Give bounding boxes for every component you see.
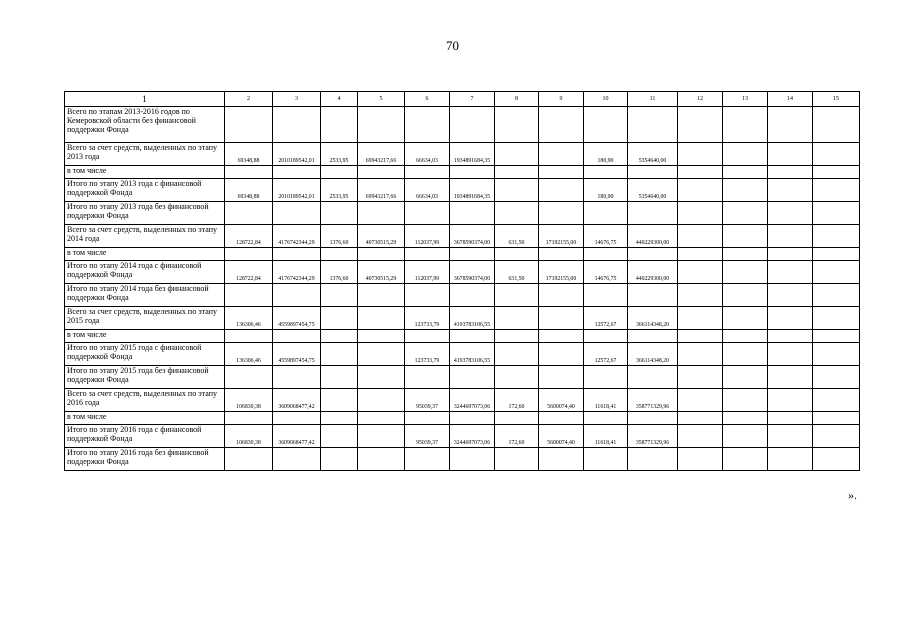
table-cell bbox=[723, 225, 768, 248]
row-label: Всего за счет средств, выделенных по этапу 2016 года bbox=[65, 389, 225, 412]
table-cell bbox=[813, 412, 860, 425]
table-cell bbox=[584, 248, 628, 261]
table-cell bbox=[539, 143, 584, 166]
table-row bbox=[65, 389, 860, 412]
table-cell: 95039,37 bbox=[405, 389, 450, 412]
column-header: 9 bbox=[539, 92, 584, 107]
table-cell bbox=[678, 343, 723, 366]
table-cell bbox=[358, 425, 405, 448]
table-cell bbox=[358, 166, 405, 179]
table-cell bbox=[628, 330, 678, 343]
table-cell bbox=[723, 389, 768, 412]
table-cell bbox=[495, 366, 539, 389]
table-cell bbox=[628, 366, 678, 389]
table-cell: 180,90 bbox=[584, 143, 628, 166]
table-cell bbox=[678, 248, 723, 261]
table-cell bbox=[584, 330, 628, 343]
table-cell bbox=[321, 448, 358, 471]
table-cell: 440229300,00 bbox=[628, 261, 678, 284]
table-cell bbox=[678, 107, 723, 143]
table-cell bbox=[358, 448, 405, 471]
table-cell bbox=[584, 202, 628, 225]
table-cell bbox=[358, 389, 405, 412]
table-cell: 4193783106,55 bbox=[450, 307, 495, 330]
table-cell bbox=[450, 202, 495, 225]
table-cell bbox=[723, 166, 768, 179]
table-cell: 180,90 bbox=[584, 179, 628, 202]
table-cell: 128722,84 bbox=[225, 261, 273, 284]
table-cell bbox=[358, 202, 405, 225]
row-label: Всего за счет средств, выделенных по этапу 2013 года bbox=[65, 143, 225, 166]
table-cell bbox=[678, 330, 723, 343]
table-cell bbox=[450, 166, 495, 179]
table-cell bbox=[225, 412, 273, 425]
table-cell bbox=[450, 284, 495, 307]
table-cell: 136306,46 bbox=[225, 307, 273, 330]
table-cell bbox=[723, 179, 768, 202]
table-cell bbox=[273, 248, 321, 261]
table-cell bbox=[584, 107, 628, 143]
column-header: 13 bbox=[723, 92, 768, 107]
table-cell bbox=[273, 202, 321, 225]
table-cell bbox=[225, 107, 273, 143]
table-cell: 69943217,66 bbox=[358, 143, 405, 166]
table-cell bbox=[539, 248, 584, 261]
table-cell bbox=[813, 107, 860, 143]
row-label: Итого по этапу 2013 года с финансовой поддержкой Фонда bbox=[65, 179, 225, 202]
table-cell bbox=[225, 202, 273, 225]
table-cell bbox=[813, 343, 860, 366]
table-cell: 4176742344,29 bbox=[273, 261, 321, 284]
table-cell bbox=[768, 225, 813, 248]
table-cell bbox=[495, 107, 539, 143]
table-row bbox=[65, 225, 860, 248]
table-cell: 136306,46 bbox=[225, 343, 273, 366]
table-cell bbox=[584, 366, 628, 389]
table-cell bbox=[813, 307, 860, 330]
table-cell bbox=[723, 366, 768, 389]
table-cell bbox=[813, 389, 860, 412]
table-cell bbox=[768, 425, 813, 448]
table-cell bbox=[813, 448, 860, 471]
table-cell bbox=[678, 366, 723, 389]
table-cell: 123733,79 bbox=[405, 307, 450, 330]
table-cell bbox=[405, 166, 450, 179]
table-cell bbox=[678, 389, 723, 412]
table-cell: 69348,88 bbox=[225, 179, 273, 202]
table-cell bbox=[813, 425, 860, 448]
table-cell bbox=[495, 412, 539, 425]
table-cell bbox=[358, 107, 405, 143]
table-cell bbox=[723, 261, 768, 284]
table-cell bbox=[584, 448, 628, 471]
row-label: Всего по этапам 2013-2016 годов по Кемеровской области без финансовой поддержки Фонда bbox=[65, 107, 225, 143]
table-cell bbox=[678, 143, 723, 166]
table-row bbox=[65, 366, 860, 389]
table-cell bbox=[678, 284, 723, 307]
table-cell bbox=[628, 202, 678, 225]
table-row bbox=[65, 412, 860, 425]
table-cell bbox=[273, 284, 321, 307]
table-cell bbox=[813, 284, 860, 307]
table-cell bbox=[495, 284, 539, 307]
table-cell bbox=[723, 330, 768, 343]
table-cell: 14676,75 bbox=[584, 225, 628, 248]
table-row bbox=[65, 107, 860, 143]
table-cell: 95039,37 bbox=[405, 425, 450, 448]
column-header: 10 bbox=[584, 92, 628, 107]
closing-quote: ». bbox=[848, 488, 857, 502]
row-label: Итого по этапу 2013 года без финансовой поддержки Фонда bbox=[65, 202, 225, 225]
table-cell bbox=[723, 412, 768, 425]
table-cell: 5600074,40 bbox=[539, 389, 584, 412]
table-cell bbox=[768, 166, 813, 179]
table-cell bbox=[321, 389, 358, 412]
table-cell: 112037,99 bbox=[405, 225, 450, 248]
table-cell bbox=[321, 307, 358, 330]
table-cell bbox=[225, 284, 273, 307]
table-cell bbox=[539, 166, 584, 179]
table-cell bbox=[628, 248, 678, 261]
column-header: 6 bbox=[405, 92, 450, 107]
table-cell bbox=[495, 307, 539, 330]
table-cell bbox=[405, 330, 450, 343]
table-row bbox=[65, 166, 860, 179]
table-cell bbox=[723, 448, 768, 471]
table-cell bbox=[321, 107, 358, 143]
table-cell: 3678590374,00 bbox=[450, 261, 495, 284]
table-cell bbox=[539, 366, 584, 389]
table-cell bbox=[768, 284, 813, 307]
table-row bbox=[65, 448, 860, 471]
table-cell bbox=[678, 202, 723, 225]
table-cell bbox=[450, 107, 495, 143]
table-row bbox=[65, 179, 860, 202]
table-cell: 5354640,00 bbox=[628, 143, 678, 166]
table-cell bbox=[273, 366, 321, 389]
column-header: 2 bbox=[225, 92, 273, 107]
table-cell bbox=[813, 179, 860, 202]
table-cell bbox=[628, 448, 678, 471]
table-cell: 69943217,66 bbox=[358, 179, 405, 202]
table-cell bbox=[678, 225, 723, 248]
table-cell bbox=[539, 307, 584, 330]
column-header: 7 bbox=[450, 92, 495, 107]
table-cell bbox=[225, 248, 273, 261]
table-cell bbox=[405, 248, 450, 261]
table-cell bbox=[405, 412, 450, 425]
table-cell bbox=[495, 448, 539, 471]
column-header: 14 bbox=[768, 92, 813, 107]
table-row bbox=[65, 248, 860, 261]
table-cell: 106830,38 bbox=[225, 389, 273, 412]
table-cell: 631,50 bbox=[495, 225, 539, 248]
table-cell bbox=[768, 307, 813, 330]
table-cell: 4193783106,55 bbox=[450, 343, 495, 366]
table-cell bbox=[723, 202, 768, 225]
table-row bbox=[65, 202, 860, 225]
table-cell bbox=[539, 448, 584, 471]
table-cell bbox=[678, 448, 723, 471]
table-cell bbox=[273, 166, 321, 179]
table-cell: 5354640,00 bbox=[628, 179, 678, 202]
table-cell: 4559897454,75 bbox=[273, 307, 321, 330]
table-cell: 3609068477,42 bbox=[273, 425, 321, 448]
table-cell: 40730515,29 bbox=[358, 261, 405, 284]
table-cell: 123733,79 bbox=[405, 343, 450, 366]
table-cell bbox=[539, 412, 584, 425]
column-header: 15 bbox=[813, 92, 860, 107]
page-number: 70 bbox=[446, 38, 459, 53]
column-header: 12 bbox=[678, 92, 723, 107]
column-header: 8 bbox=[495, 92, 539, 107]
table-cell: 366114348,20 bbox=[628, 307, 678, 330]
table-cell bbox=[584, 412, 628, 425]
table-cell bbox=[225, 448, 273, 471]
table-cell: 5600074,40 bbox=[539, 425, 584, 448]
table-cell bbox=[405, 366, 450, 389]
table-cell bbox=[495, 179, 539, 202]
table-cell bbox=[584, 166, 628, 179]
table-cell: 2533,95 bbox=[321, 143, 358, 166]
table-row bbox=[65, 284, 860, 307]
table-cell: 69348,88 bbox=[225, 143, 273, 166]
table-cell bbox=[405, 284, 450, 307]
table-cell bbox=[628, 412, 678, 425]
table-cell bbox=[768, 366, 813, 389]
table-cell bbox=[405, 448, 450, 471]
table-cell bbox=[813, 225, 860, 248]
table-cell bbox=[539, 107, 584, 143]
table-row bbox=[65, 343, 860, 366]
table-cell: 1934891684,35 bbox=[450, 143, 495, 166]
table-cell bbox=[813, 261, 860, 284]
table-cell bbox=[358, 307, 405, 330]
table-cell: 440229300,00 bbox=[628, 225, 678, 248]
table-cell bbox=[678, 179, 723, 202]
table-cell bbox=[358, 343, 405, 366]
table-cell bbox=[539, 202, 584, 225]
table-cell bbox=[723, 425, 768, 448]
table-cell bbox=[768, 261, 813, 284]
table-cell bbox=[768, 202, 813, 225]
table-cell bbox=[768, 343, 813, 366]
row-label: в том числе bbox=[65, 330, 225, 343]
table-cell bbox=[723, 307, 768, 330]
table-cell bbox=[450, 366, 495, 389]
table-cell: 11618,41 bbox=[584, 389, 628, 412]
table-cell bbox=[768, 248, 813, 261]
table-cell: 106830,38 bbox=[225, 425, 273, 448]
table-cell bbox=[495, 248, 539, 261]
table-cell bbox=[405, 107, 450, 143]
table-cell bbox=[768, 389, 813, 412]
table-cell bbox=[273, 107, 321, 143]
table-cell: 358771329,96 bbox=[628, 425, 678, 448]
table-cell bbox=[450, 412, 495, 425]
table-cell: 1376,60 bbox=[321, 261, 358, 284]
table-cell bbox=[495, 343, 539, 366]
column-header: 5 bbox=[358, 92, 405, 107]
table-cell: 14676,75 bbox=[584, 261, 628, 284]
table-cell: 2533,95 bbox=[321, 179, 358, 202]
table-row bbox=[65, 307, 860, 330]
table-cell bbox=[358, 366, 405, 389]
table-cell: 3678590374,00 bbox=[450, 225, 495, 248]
data-table bbox=[64, 91, 860, 471]
table-cell bbox=[358, 330, 405, 343]
table-cell bbox=[495, 330, 539, 343]
table-cell bbox=[768, 179, 813, 202]
table-cell bbox=[321, 425, 358, 448]
table-cell bbox=[321, 166, 358, 179]
table-cell bbox=[723, 107, 768, 143]
table-cell bbox=[813, 248, 860, 261]
table-cell bbox=[813, 366, 860, 389]
table-cell bbox=[768, 448, 813, 471]
table-cell bbox=[321, 202, 358, 225]
table-cell: 4176742344,29 bbox=[273, 225, 321, 248]
row-label: Итого по этапу 2015 года с финансовой поддержкой Фонда bbox=[65, 343, 225, 366]
table-cell: 40730515,29 bbox=[358, 225, 405, 248]
table-cell: 66634,03 bbox=[405, 179, 450, 202]
table-cell bbox=[405, 202, 450, 225]
table-cell bbox=[723, 143, 768, 166]
table-cell bbox=[723, 343, 768, 366]
row-label: Всего за счет средств, выделенных по этапу 2014 года bbox=[65, 225, 225, 248]
table-cell bbox=[450, 448, 495, 471]
table-cell bbox=[225, 366, 273, 389]
table-cell bbox=[321, 366, 358, 389]
table-cell bbox=[539, 179, 584, 202]
table-cell: 2010189542,01 bbox=[273, 143, 321, 166]
table-cell: 4559897454,75 bbox=[273, 343, 321, 366]
table-cell bbox=[584, 284, 628, 307]
table-cell bbox=[678, 307, 723, 330]
table-cell bbox=[678, 412, 723, 425]
table-cell: 172,60 bbox=[495, 425, 539, 448]
table-cell: 17192155,00 bbox=[539, 225, 584, 248]
table-cell: 1376,60 bbox=[321, 225, 358, 248]
table-cell: 172,60 bbox=[495, 389, 539, 412]
table-header-row bbox=[65, 92, 860, 107]
table-cell bbox=[628, 107, 678, 143]
table-row bbox=[65, 330, 860, 343]
table-cell: 12572,67 bbox=[584, 307, 628, 330]
table-cell bbox=[321, 330, 358, 343]
table-cell bbox=[813, 143, 860, 166]
row-label: в том числе bbox=[65, 166, 225, 179]
table-cell: 1934891684,35 bbox=[450, 179, 495, 202]
table-cell: 11618,41 bbox=[584, 425, 628, 448]
table-cell bbox=[539, 330, 584, 343]
table-cell: 128722,84 bbox=[225, 225, 273, 248]
table-cell bbox=[628, 284, 678, 307]
row-label: в том числе bbox=[65, 248, 225, 261]
table-cell bbox=[768, 107, 813, 143]
column-header: 3 bbox=[273, 92, 321, 107]
table-cell: 3244697073,06 bbox=[450, 425, 495, 448]
row-label: Итого по этапу 2015 года без финансовой поддержки Фонда bbox=[65, 366, 225, 389]
table-cell bbox=[678, 261, 723, 284]
row-label: в том числе bbox=[65, 412, 225, 425]
table-cell bbox=[495, 166, 539, 179]
table-cell: 112037,99 bbox=[405, 261, 450, 284]
table-cell bbox=[539, 284, 584, 307]
column-header: 1 bbox=[65, 92, 225, 107]
table-cell: 3609068477,42 bbox=[273, 389, 321, 412]
table-cell bbox=[321, 248, 358, 261]
table-cell bbox=[628, 166, 678, 179]
table-cell bbox=[813, 330, 860, 343]
row-label: Всего за счет средств, выделенных по этапу 2015 года bbox=[65, 307, 225, 330]
table-cell bbox=[768, 330, 813, 343]
table-cell: 631,50 bbox=[495, 261, 539, 284]
table-cell bbox=[225, 330, 273, 343]
table-cell bbox=[723, 284, 768, 307]
table-cell: 3244697073,06 bbox=[450, 389, 495, 412]
table-cell: 12572,67 bbox=[584, 343, 628, 366]
row-label: Итого по этапу 2016 года с финансовой поддержкой Фонда bbox=[65, 425, 225, 448]
table-cell bbox=[813, 202, 860, 225]
table-cell bbox=[225, 166, 273, 179]
table-cell bbox=[813, 166, 860, 179]
table-cell bbox=[358, 284, 405, 307]
table-cell bbox=[495, 202, 539, 225]
table-cell bbox=[321, 343, 358, 366]
table-cell: 17192155,00 bbox=[539, 261, 584, 284]
table-cell bbox=[768, 143, 813, 166]
table-row bbox=[65, 143, 860, 166]
table-cell bbox=[678, 425, 723, 448]
table-cell bbox=[450, 248, 495, 261]
table-cell: 366114348,20 bbox=[628, 343, 678, 366]
table-cell bbox=[321, 412, 358, 425]
table-cell bbox=[495, 143, 539, 166]
table-cell: 66634,03 bbox=[405, 143, 450, 166]
table-cell bbox=[723, 248, 768, 261]
column-header: 4 bbox=[321, 92, 358, 107]
column-header: 11 bbox=[628, 92, 678, 107]
table-cell bbox=[358, 248, 405, 261]
table-row bbox=[65, 425, 860, 448]
table-cell bbox=[539, 343, 584, 366]
table-cell bbox=[678, 166, 723, 179]
row-label: Итого по этапу 2016 года без финансовой поддержки Фонда bbox=[65, 448, 225, 471]
row-label: Итого по этапу 2014 года без финансовой поддержки Фонда bbox=[65, 284, 225, 307]
table-cell bbox=[273, 412, 321, 425]
table-cell: 358771329,96 bbox=[628, 389, 678, 412]
table-cell bbox=[273, 448, 321, 471]
table-cell bbox=[321, 284, 358, 307]
table-cell bbox=[450, 330, 495, 343]
table-row bbox=[65, 261, 860, 284]
table-cell bbox=[358, 412, 405, 425]
table-cell bbox=[768, 412, 813, 425]
table-cell bbox=[273, 330, 321, 343]
table-cell: 2010189542,01 bbox=[273, 179, 321, 202]
row-label: Итого по этапу 2014 года с финансовой поддержкой Фонда bbox=[65, 261, 225, 284]
